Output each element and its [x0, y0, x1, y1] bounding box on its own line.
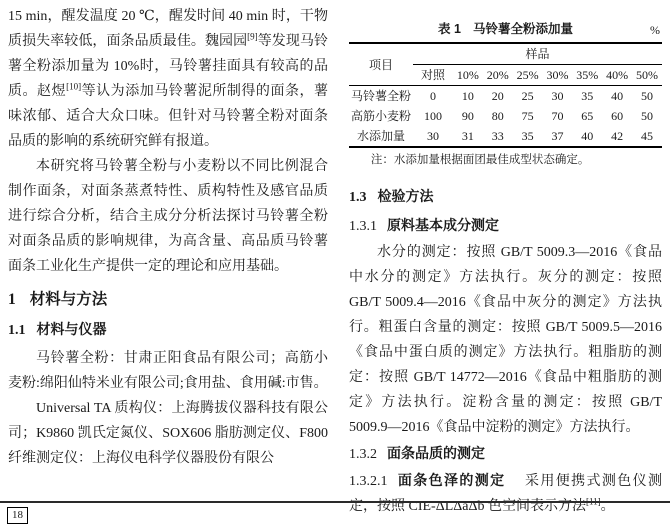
- table-cell: 31: [461, 129, 474, 143]
- section-number: 1.3: [349, 190, 367, 205]
- column-group-header-samples: 样品: [413, 43, 662, 65]
- table-cell: 30: [551, 89, 564, 103]
- table-cell: 37: [551, 129, 564, 143]
- table-cell: 42: [611, 129, 624, 143]
- section-heading-1-3: [349, 184, 662, 210]
- table-cell: 20: [491, 89, 504, 103]
- table-cell: 60: [611, 109, 624, 123]
- table-cell: 90: [461, 109, 474, 123]
- table-cell: 65: [581, 109, 594, 123]
- section-number: 1.1: [8, 323, 26, 338]
- row-label: 高筋小麦粉: [350, 109, 411, 123]
- table-cell: 0: [430, 89, 436, 103]
- table-cell: 40: [581, 129, 594, 143]
- page-number: 18: [7, 507, 28, 524]
- paragraph-color-measurement: [349, 468, 662, 519]
- column-header: 25%: [513, 65, 543, 86]
- table-cell: 35: [581, 89, 594, 103]
- section-number: 1: [8, 291, 16, 308]
- table-cell: 45: [641, 129, 654, 143]
- table-caption-label: 表 1: [438, 22, 461, 36]
- section-title: 原料基本成分测定: [387, 217, 499, 233]
- table-header-row: [349, 43, 662, 65]
- row-label: 马铃薯全粉: [350, 89, 411, 103]
- table-cell: 75: [521, 109, 534, 123]
- paragraph-study-purpose: 本研究将马铃薯全粉与小麦粉以不同比例混合制作面条，对面条蒸煮特性、质构特性及感官品质进行综合分析，结合主成分分析法探讨马铃薯全粉对面条品质的影响规律，为高含量、高品质马铃薯面条工业化生产提供一定的理论和应用基础。: [8, 159, 328, 274]
- table-cell: 30: [427, 129, 439, 143]
- column-header: 30%: [543, 65, 573, 86]
- column-header: 40%: [602, 65, 632, 86]
- section-number: 1.3.2.1: [349, 474, 388, 489]
- section-title: 材料与仪器: [36, 321, 107, 337]
- table-unit: %: [650, 23, 660, 37]
- left-column: [8, 4, 328, 519]
- table-cell: 50: [641, 109, 654, 123]
- section-number: 1.3.1: [349, 219, 377, 234]
- section-title: 检验方法: [377, 188, 434, 204]
- table-row: [349, 86, 662, 107]
- section-heading-1: [8, 288, 328, 312]
- section-heading-1-3-1: [349, 213, 662, 239]
- section-heading-1-3-2: [349, 441, 662, 467]
- table-cell: 100: [424, 109, 442, 123]
- table-cell: 50: [641, 89, 654, 103]
- paragraph-composition-methods: 水分的测定：按照 GB/T 5009.3—2016《食品中水分的测定》方法执行。灰分的测定：按照 GB/T 5009.4—2016《食品中灰分的测定》方法执行。粗蛋白含量的测定：按照 GB/T 5009.5—2016《食品中蛋白质的测定》方法执行。粗脂肪的测定：按照 GB/T 14772—2016《食品中粗脂肪的测定》方法执行。淀粉含量的测定：按照 GB/T 5009.9—2016《食品中淀粉的测定》方法执行。: [349, 245, 662, 435]
- paragraph-materials: 马铃薯全粉：甘肃正阳食品有限公司；高筋小麦粉:绵阳仙特米业有限公司;食用盐、食用碱:市售。: [8, 351, 328, 391]
- table-cell: 25: [521, 89, 534, 103]
- section-title: 面条品质的测定: [387, 445, 485, 461]
- paragraph-instruments: Universal TA 质构仪：上海腾拔仪器科技有限公司；K9860 凯氏定氮仪、SOX606 脂肪测定仪、F800 纤维测定仪：上海仪电科学仪器股份有限公: [8, 401, 328, 466]
- table-caption-title: 马铃薯全粉添加量: [472, 22, 573, 36]
- row-label: 水添加量: [356, 129, 405, 143]
- column-header: 10%: [453, 65, 483, 86]
- column-header: 35%: [572, 65, 602, 86]
- paragraph-text: 采用便携式测色仪测定，按照 CIE-ΔLΔaΔb 色空间表示方法[11]。: [349, 474, 662, 514]
- table-cell: 70: [551, 109, 564, 123]
- footer-rule: [0, 501, 670, 503]
- column-header: 50%: [632, 65, 662, 86]
- table-cell: 33: [491, 129, 504, 143]
- table-note: 注：水添加量根据面团最佳成型状态确定。: [370, 154, 590, 166]
- table-cell: 40: [611, 89, 624, 103]
- right-column: [349, 4, 662, 519]
- column-header: 20%: [483, 65, 513, 86]
- table-caption: [349, 20, 662, 38]
- section-title: 面条色泽的测定: [396, 472, 506, 488]
- table-row: [349, 106, 662, 126]
- table-1: [349, 42, 662, 148]
- table-cell: 10: [461, 89, 474, 103]
- column-header: 对照: [413, 65, 453, 86]
- paragraph-intro-continuation: 15 min，醒发温度 20 ℃，醒发时间 40 min 时，干物质损失率较低，面条品质最佳。魏园园[9]等发现马铃薯全粉添加量为 10%时，马铃薯挂面具有较高的品质。赵煜[10]等认为添加马铃薯泥所制得的面条，薯味浓郁、适合大众口味。但针对马铃薯全粉对面条品质的影响的系统研究鲜有报道。: [8, 9, 329, 149]
- section-title: 材料与方法: [29, 291, 108, 308]
- table-cell: 80: [491, 109, 504, 123]
- column-header-item: 项目: [349, 43, 413, 86]
- table-row: [349, 126, 662, 147]
- section-heading-1-1: [8, 317, 328, 343]
- section-number: 1.3.2: [349, 447, 377, 462]
- table-cell: 35: [521, 129, 534, 143]
- table-1-block: [349, 20, 662, 169]
